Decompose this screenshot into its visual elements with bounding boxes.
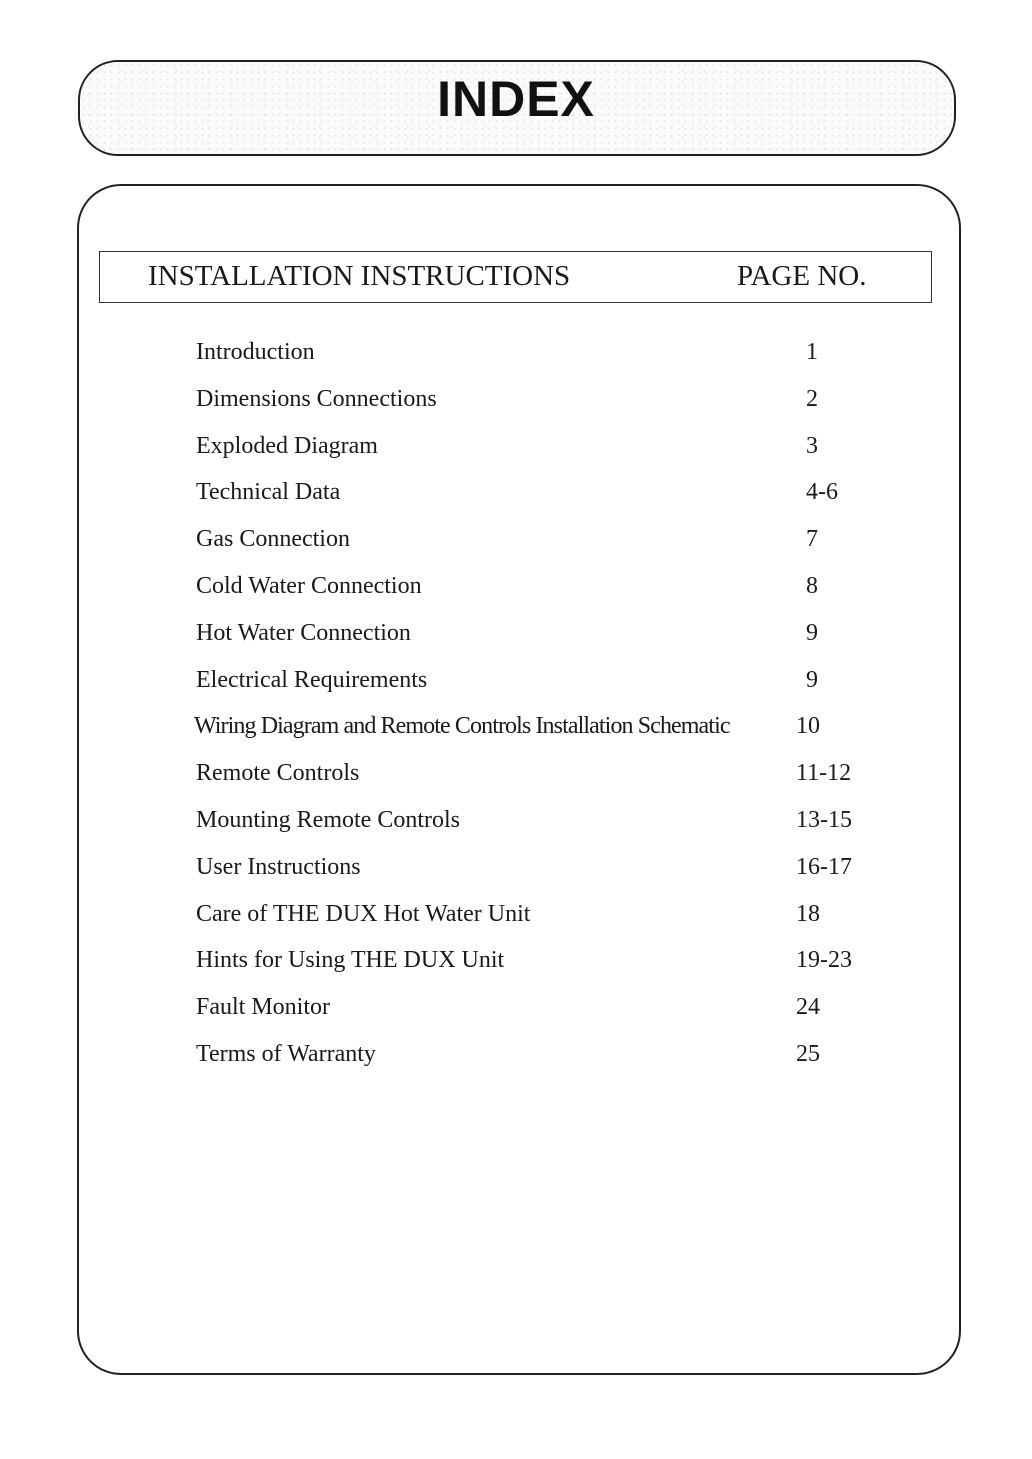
toc-entry-page: 9: [806, 666, 818, 693]
toc-entry-title: Fault Monitor: [196, 994, 331, 1021]
toc-entry-page: 25: [796, 1040, 820, 1067]
toc-entry-title: Terms of Warranty: [196, 1040, 376, 1067]
toc-entry-care-of-unit[interactable]: [196, 896, 886, 943]
toc-entry-page: 9: [806, 619, 818, 646]
toc-list: [196, 334, 886, 1083]
toc-entry-title: Cold Water Connection: [196, 572, 422, 599]
toc-entry-page: 8: [806, 572, 818, 599]
toc-entry-remote-controls[interactable]: [196, 755, 886, 802]
toc-entry-hints-for-using[interactable]: [196, 942, 886, 989]
toc-entry-page: 7: [806, 526, 818, 553]
toc-entry-page: 19-23: [796, 947, 852, 974]
toc-entry-title: Dimensions Connections: [196, 385, 437, 412]
toc-entry-page: 13-15: [796, 806, 852, 833]
toc-entry-title: Care of THE DUX Hot Water Unit: [196, 900, 531, 927]
toc-entry-page: 4-6: [806, 479, 838, 506]
toc-entry-technical-data[interactable]: [196, 474, 886, 521]
toc-entry-page: 16-17: [796, 853, 852, 880]
toc-entry-mounting-remote-controls[interactable]: [196, 802, 886, 849]
toc-entry-title: Wiring Diagram and Remote Controls Installation Schematic: [194, 713, 730, 740]
toc-entry-page: 2: [806, 385, 818, 412]
toc-entry-title: User Instructions: [196, 853, 361, 880]
toc-entry-introduction[interactable]: [196, 334, 886, 381]
page-column-heading: PAGE NO.: [737, 260, 867, 292]
toc-entry-hot-water-connection[interactable]: [196, 615, 886, 662]
toc-entry-title: Remote Controls: [196, 760, 360, 787]
toc-entry-page: 11-12: [796, 760, 852, 787]
toc-entry-fault-monitor[interactable]: [196, 989, 886, 1036]
toc-entry-wiring-diagram[interactable]: [196, 708, 886, 755]
toc-entry-title: Technical Data: [196, 479, 341, 506]
toc-entry-exploded-diagram[interactable]: [196, 428, 886, 475]
toc-entry-electrical-requirements[interactable]: [196, 662, 886, 709]
toc-entry-title: Hints for Using THE DUX Unit: [196, 947, 505, 974]
toc-entry-title: Introduction: [196, 339, 315, 365]
toc-entry-title: Electrical Requirements: [196, 666, 428, 693]
toc-entry-title: Exploded Diagram: [196, 432, 378, 459]
section-heading: INSTALLATION INSTRUCTIONS: [148, 260, 571, 292]
toc-entry-page: 24: [796, 994, 820, 1021]
toc-entry-gas-connection[interactable]: [196, 521, 886, 568]
toc-entry-page: 10: [796, 713, 820, 740]
toc-entry-title: Gas Connection: [196, 526, 350, 553]
toc-entry-cold-water-connection[interactable]: [196, 568, 886, 615]
toc-entry-dimensions-connections[interactable]: [196, 381, 886, 428]
page-title: INDEX: [437, 71, 595, 127]
toc-entry-terms-of-warranty[interactable]: [196, 1036, 886, 1083]
toc-entry-user-instructions[interactable]: [196, 849, 886, 896]
toc-entry-title: Hot Water Connection: [196, 619, 411, 646]
toc-entry-page: 18: [796, 900, 820, 927]
toc-entry-title: Mounting Remote Controls: [196, 806, 460, 833]
toc-entry-page: 3: [806, 432, 818, 459]
toc-entry-page: 1: [806, 339, 818, 365]
